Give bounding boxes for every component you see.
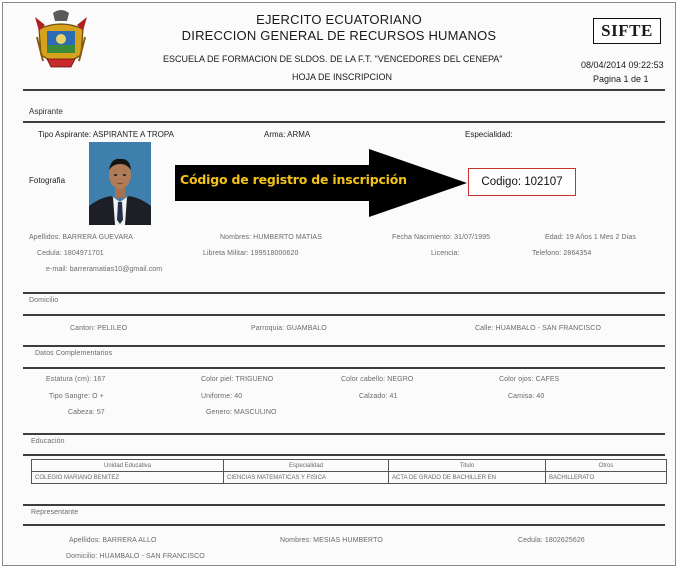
column-header: Titulo [389, 460, 546, 472]
callout-label: Código de registro de inscripción [180, 172, 407, 187]
telefono: Telefono: 2864354 [532, 250, 592, 257]
section-divider [23, 292, 665, 294]
rep-nombres: Nombres: MESIAS HUMBERTO [280, 537, 383, 544]
camisa: Camisa: 40 [508, 393, 545, 400]
section-datos-complementarios: Datos Complementarios [35, 350, 113, 357]
header-title-2: DIRECCION GENERAL DE RECURSOS HUMANOS [181, 28, 497, 43]
cabeza: Cabeza: 57 [68, 409, 105, 416]
rep-cedula: Cedula: 1802625626 [518, 537, 585, 544]
apellidos: Apellidos: BARRERA GUEVARA [29, 234, 134, 241]
header-subtitle: ESCUELA DE FORMACION DE SLDOS. DE LA F.T. "VENCEDORES DEL CENEPA" [163, 54, 503, 64]
section-educacion: Educación [31, 438, 65, 445]
education-table [31, 459, 667, 484]
email: e-mail: barreramatias10@gmail.com [46, 266, 163, 273]
genero: Genero: MASCULINO [206, 409, 277, 416]
timestamp: 08/04/2014 09:22:53 [581, 60, 664, 70]
uniforme: Uniforme: 40 [201, 393, 243, 400]
section-divider [23, 524, 665, 526]
header-divider [23, 89, 665, 91]
tipo-sangre: Tipo Sangre: O + [49, 393, 104, 400]
calle: Calle: HUAMBALO - SAN FRANCISCO [475, 325, 602, 332]
section-divider [23, 504, 665, 506]
column-header: Especialidad [224, 460, 389, 472]
section-divider [23, 345, 665, 347]
column-header: Otros [546, 460, 667, 472]
registration-code: Codigo: 102107 [468, 168, 576, 196]
licencia: Licencia: [431, 250, 460, 257]
column-header: Unidad Educativa [32, 460, 224, 472]
estatura: Estatura (cm): 167 [46, 376, 106, 383]
color-ojos: Color ojos: CAFES [499, 376, 560, 383]
canton: Canton: PELILEO [70, 325, 128, 332]
libreta-militar: Libreta Militar: 199518000620 [203, 250, 299, 257]
table-cell: ACTA DE GRADO DE BACHILLER EN [389, 472, 546, 484]
section-representante: Representante [31, 509, 79, 516]
applicant-photo [89, 142, 151, 225]
parroquia: Parroquia: GUAMBALO [251, 325, 327, 332]
table-cell: COLEGIO MARIANO BENITEZ [32, 472, 224, 484]
document-name: HOJA DE INSCRIPCION [292, 72, 393, 82]
header-title-1: EJERCITO ECUATORIANO [256, 12, 422, 27]
especialidad: Especialidad: [465, 130, 513, 139]
rep-apellidos: Apellidos: BARRERA ALLO [69, 537, 157, 544]
calzado: Calzado: 41 [359, 393, 398, 400]
cedula: Cedula: 1804971701 [37, 250, 104, 257]
sifte-logo: SIFTE [593, 18, 661, 44]
table-header-row [32, 460, 667, 472]
arma: Arma: ARMA [264, 130, 311, 139]
table-row [32, 472, 667, 484]
section-divider [23, 454, 665, 456]
document-page [2, 2, 676, 566]
table-cell: BACHILLERATO [546, 472, 667, 484]
tipo-aspirante: Tipo Aspirante: ASPIRANTE A TROPA [38, 130, 174, 139]
color-piel: Color piel: TRIGUENO [201, 376, 274, 383]
edad: Edad: 19 Años 1 Mes 2 Dias [545, 234, 636, 241]
section-divider [23, 121, 665, 123]
section-domicilio: Domicilio [29, 297, 59, 304]
page-indicator: Pagina 1 de 1 [593, 74, 649, 84]
fecha-nacimiento: Fecha Nacimiento: 31/07/1995 [392, 234, 491, 241]
color-cabello: Color cabello: NEGRO [341, 376, 414, 383]
section-divider [23, 433, 665, 435]
table-cell: CIENCIAS MATEMATICAS Y FISICA [224, 472, 389, 484]
section-divider [23, 367, 665, 369]
nombres: Nombres: HUMBERTO MATIAS [220, 234, 322, 241]
section-aspirante: Aspirante [29, 107, 63, 116]
section-divider [23, 314, 665, 316]
rep-domicilio: Domicilio: HUAMBALO - SAN FRANCISCO [66, 553, 205, 560]
fotografia-label: Fotografia [29, 176, 66, 185]
